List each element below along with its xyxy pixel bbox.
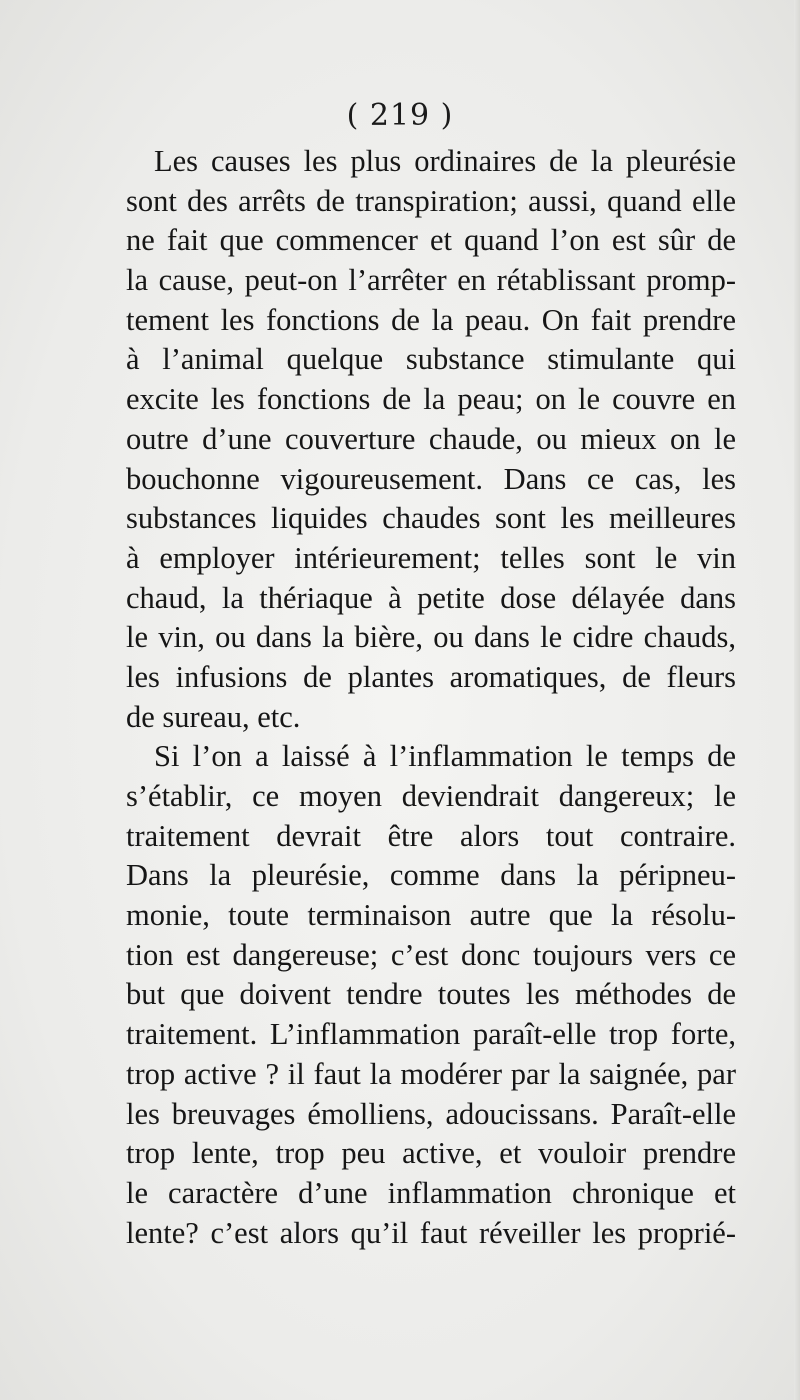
page-edge [794,0,800,1400]
text-line: excite les fonctions de la peau; on le couvre en [126,382,736,417]
text-line: outre d’une couverture chaude, ou mieux on le [126,421,736,456]
page-number: ( 219 ) [346,98,454,133]
text-line: tion est dangereuse; c’est donc toujours vers ce [126,937,736,972]
text-line: la cause, peut-on l’arrêter en rétablissant promp- [126,263,736,298]
text-line: substances liquides chaudes sont les meilleures [126,501,736,536]
text-line: les infusions de plantes aromatiques, de fleurs [126,659,736,694]
text-line: Dans la pleurésie, comme dans la péripneu- [126,858,736,893]
text-line: s’établir, ce moyen deviendrait dangereux; le [126,779,736,813]
text-line: à employer intérieurement; telles sont le vin [126,540,736,575]
text-line: trop lente, trop peu active, et vouloir prendre [126,1136,736,1171]
text-line: le caractère d’une inflammation chronique et [126,1175,736,1210]
text-line: sont des arrêts de transpiration; aussi, quand elle [126,183,736,218]
text-line: tement les fonctions de la peau. On fait prendre [126,302,736,337]
text-line: but que doivent tendre toutes les méthodes de [126,977,736,1012]
text-line: lente? c’est alors qu’il faut réveiller les proprié- [126,1215,736,1250]
text-line: à l’animal quelque substance stimulante qui [126,342,736,377]
text-line: ne fait que commencer et quand l’on est sûr de [126,223,736,258]
text-line: bouchonne vigoureusement. Dans ce cas, les [126,461,736,496]
text-line: traitement. L’inflammation paraît-elle trop forte, [126,1017,736,1052]
text-line: monie, toute terminaison autre que la résolu- [126,898,736,933]
text-line: de sureau, etc. [126,699,301,734]
text-line: Les causes les plus ordinaires de la pleurésie [154,144,736,178]
text-line: le vin, ou dans la bière, ou dans le cidre chauds, [126,620,736,655]
text-line: Si l’on a laissé à l’inflammation le temps de [154,739,736,774]
text-line: chaud, la thériaque à petite dose délayée dans [126,580,736,615]
body-text [126,142,736,1253]
text-line: traitement devrait être alors tout contraire. [126,818,736,853]
text-line: les breuvages émolliens, adoucissans. Paraît-elle [126,1096,736,1131]
text-line: trop active ? il faut la modérer par la saignée, par [126,1056,736,1091]
